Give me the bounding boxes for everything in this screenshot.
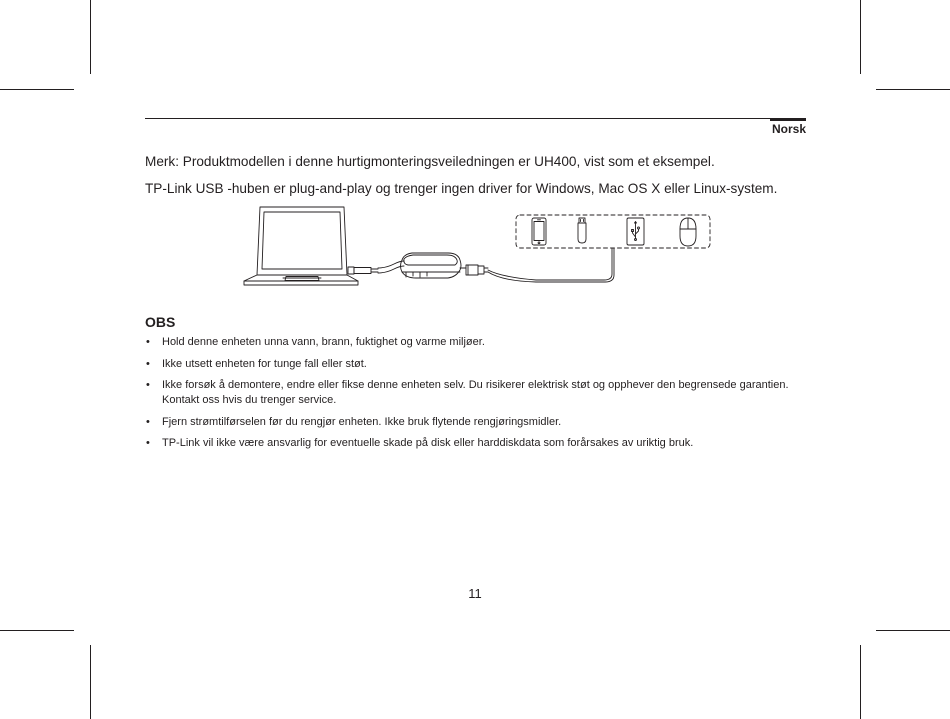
notice-title: OBS: [145, 314, 176, 330]
bullet-marker: •: [146, 437, 150, 449]
crop-mark-top-right-vertical: [860, 0, 861, 74]
list-item-text: Ikke utsett enheten for tunge fall eller støt.: [162, 357, 367, 370]
usb-hdd-icon: [627, 218, 644, 245]
page-number: 11: [468, 586, 482, 601]
cable-line: [488, 248, 612, 280]
crop-mark-bottom-right-vertical: [860, 645, 861, 719]
crop-mark-top-left-vertical: [90, 0, 91, 74]
devices-dashed-box: [516, 215, 710, 248]
bullet-marker: •: [146, 379, 150, 391]
list-item-text: TP-Link vil ikke være ansvarlig for eventuelle skade på disk eller harddiskdata som forårsakes av uriktig bruk.: [162, 437, 694, 449]
usb-hub-icon: [401, 253, 462, 278]
list-item: [145, 436, 807, 451]
mouse-icon: [680, 218, 696, 246]
list-item-text: Hold denne enheten unna vann, brann, fuktighet og varme miljøer.: [162, 336, 485, 348]
intro-note: Merk: Produktmodellen i denne hurtigmonteringsveiledningen er UH400, vist som et eksempel.: [145, 154, 715, 169]
phone-icon: [532, 218, 546, 245]
bullet-marker: •: [146, 357, 150, 370]
language-tab-bar: [770, 118, 806, 121]
usb-drive-icon: [578, 218, 586, 243]
list-item: [145, 335, 807, 350]
list-item: [145, 415, 807, 430]
crop-mark-top-left-horizontal: [0, 89, 74, 90]
header-rule: [145, 118, 806, 119]
crop-mark-top-right-horizontal: [876, 89, 950, 90]
bullet-marker: •: [146, 415, 150, 428]
crop-mark-bottom-right-horizontal: [876, 630, 950, 631]
crop-mark-bottom-left-vertical: [90, 645, 91, 719]
bullet-marker: •: [146, 336, 150, 348]
language-label: Norsk: [771, 122, 806, 136]
notice-list: [145, 335, 807, 458]
laptop-icon: [244, 207, 358, 285]
list-item: [145, 378, 807, 408]
list-item-text: Ikke forsøk å demontere, endre eller fikse denne enheten selv. Du risikerer elektrisk støt og opphever den begrensede garantien. Kontakt oss hvis du trenger service.: [162, 379, 789, 406]
intro-description: TP-Link USB -huben er plug-and-play og trenger ingen driver for Windows, Mac OS X eller Linux-system.: [145, 181, 778, 196]
crop-mark-bottom-left-horizontal: [0, 630, 74, 631]
connection-diagram: [236, 204, 716, 296]
list-item-text: Fjern strømtilførselen før du rengjør enheten. Ikke bruk flytende rengjøringsmidler.: [162, 415, 562, 428]
list-item: [145, 357, 807, 372]
usb-a-connector-icon: [460, 265, 488, 275]
usb-plug-icon: [348, 261, 404, 274]
